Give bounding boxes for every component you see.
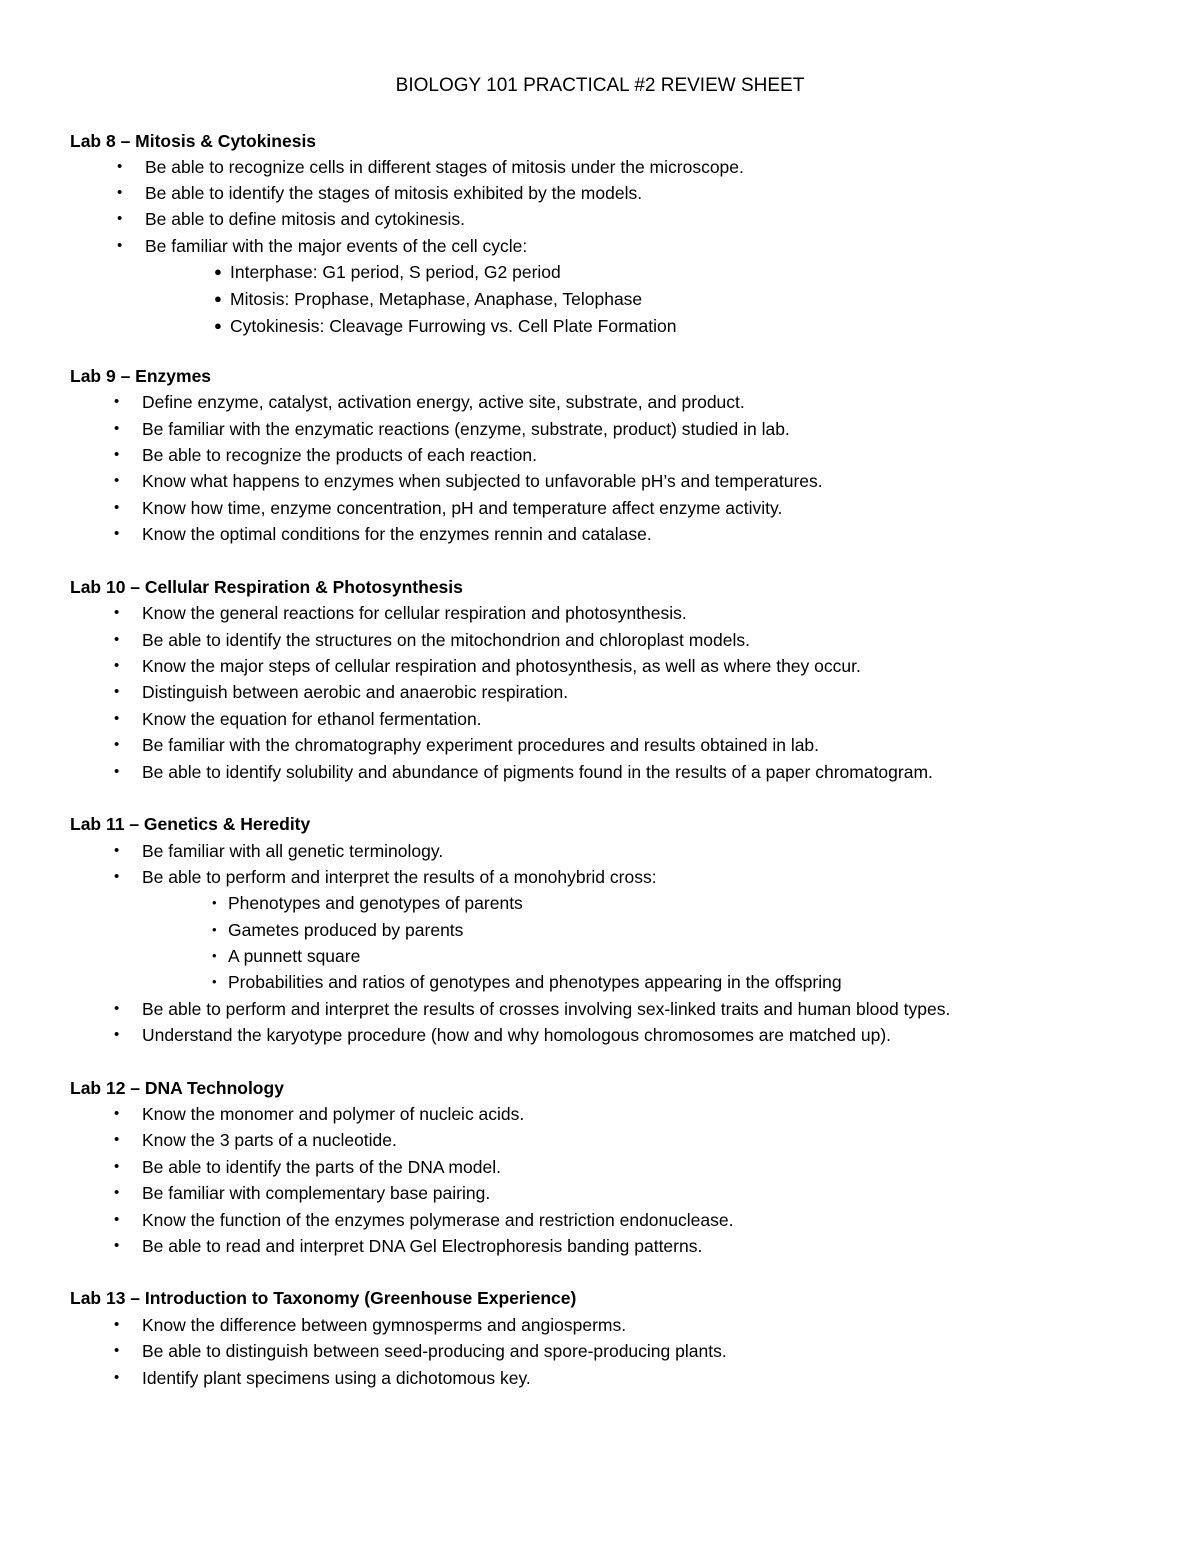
sub-list-item: ● Mitosis: Prophase, Metaphase, Anaphase, Telophase (214, 289, 643, 309)
bullet-icon: • (212, 974, 217, 989)
list-item: • Know the general reactions for cellular respiration and photosynthesis. (114, 603, 687, 623)
bullet-icon: • (114, 525, 120, 542)
list-item: • Understand the karyotype procedure (how and why homologous chromosomes are matched up). (114, 1025, 892, 1045)
list-item: • Know the 3 parts of a nucleotide. (114, 1130, 397, 1150)
list-item: • Be able to identify the structures on the mitochondrion and chloroplast models. (114, 630, 750, 650)
list-item: • Be able to identify solubility and abundance of pigments found in the results of a paper chromatogram. (114, 762, 933, 782)
list-item: • Know the difference between gymnosperms and angiosperms. (114, 1315, 627, 1335)
bullet-icon: • (114, 1131, 120, 1148)
bullet-icon: • (117, 237, 123, 254)
list-item: • Be familiar with complementary base pairing. (114, 1183, 491, 1203)
list-item: • Be able to define mitosis and cytokinesis. (117, 209, 466, 229)
sub-list-item: • Gametes produced by parents (212, 920, 464, 940)
bullet-icon: • (114, 868, 120, 885)
section-heading-lab-11: Lab 11 – Genetics & Heredity (70, 814, 311, 834)
bullet-icon: • (114, 1316, 120, 1333)
list-item: • Be able to recognize cells in different stages of mitosis under the microscope. (117, 157, 744, 177)
bullet-icon: • (114, 1105, 120, 1122)
list-item: • Be familiar with the major events of the cell cycle: (117, 236, 528, 256)
list-item: • Be able to identify the parts of the DNA model. (114, 1157, 501, 1177)
list-item: • Distinguish between aerobic and anaerobic respiration. (114, 682, 569, 702)
bullet-icon: • (114, 1342, 120, 1359)
list-item: • Know the optimal conditions for the enzymes rennin and catalase. (114, 524, 652, 544)
bullet-icon: • (114, 763, 120, 780)
bullet-icon: • (114, 842, 120, 859)
list-item: • Be able to perform and interpret the results of a monohybrid cross: (114, 867, 657, 887)
list-item: • Be able to recognize the products of each reaction. (114, 445, 537, 465)
sub-list-item: • Probabilities and ratios of genotypes and phenotypes appearing in the offspring (212, 972, 842, 992)
list-item: • Be able to identify the stages of mitosis exhibited by the models. (117, 183, 643, 203)
section-heading-lab-12: Lab 12 – DNA Technology (70, 1078, 284, 1098)
sub-list-item: • Phenotypes and genotypes of parents (212, 893, 523, 913)
sub-list-item: ● Interphase: G1 period, S period, G2 period (214, 262, 561, 282)
bullet-icon: • (114, 1184, 120, 1201)
list-item: • Know the monomer and polymer of nucleic acids. (114, 1104, 525, 1124)
list-item: • Be familiar with the enzymatic reactions (enzyme, substrate, product) studied in lab. (114, 419, 790, 439)
bullet-icon: • (212, 922, 217, 937)
bullet-icon: • (117, 210, 123, 227)
bullet-icon: ● (214, 318, 222, 333)
list-item: • Be able to perform and interpret the results of crosses involving sex-linked traits and human blood types. (114, 999, 951, 1019)
bullet-icon: • (114, 657, 120, 674)
list-item: • Know the major steps of cellular respiration and photosynthesis, as well as where they occur. (114, 656, 861, 676)
bullet-icon: • (114, 1237, 120, 1254)
sub-list-item: • A punnett square (212, 946, 361, 966)
bullet-icon: • (114, 736, 120, 753)
bullet-icon: • (117, 158, 123, 175)
list-item: • Know what happens to enzymes when subjected to unfavorable pH’s and temperatures. (114, 471, 823, 491)
bullet-icon: • (114, 631, 120, 648)
section-heading-lab-9: Lab 9 – Enzymes (70, 366, 212, 386)
section-heading-lab-13: Lab 13 – Introduction to Taxonomy (Greenhouse Experience) (70, 1288, 577, 1308)
bullet-icon: • (114, 1211, 120, 1228)
list-item: • Identify plant specimens using a dichotomous key. (114, 1368, 531, 1388)
list-item: • Be able to read and interpret DNA Gel Electrophoresis banding patterns. (114, 1236, 703, 1256)
bullet-icon: • (114, 1026, 120, 1043)
bullet-icon: • (212, 895, 217, 910)
bullet-icon: • (114, 1000, 120, 1017)
list-item: • Know the function of the enzymes polymerase and restriction endonuclease. (114, 1210, 734, 1230)
bullet-icon: • (114, 393, 120, 410)
document-title: BIOLOGY 101 PRACTICAL #2 REVIEW SHEET (395, 75, 805, 96)
bullet-icon: ● (214, 264, 222, 279)
bullet-icon: • (117, 184, 123, 201)
bullet-icon: • (212, 948, 217, 963)
bullet-icon: • (114, 683, 120, 700)
list-item: • Be familiar with all genetic terminology. (114, 841, 444, 861)
bullet-icon: • (114, 472, 120, 489)
section-heading-lab-8: Lab 8 – Mitosis & Cytokinesis (70, 131, 317, 151)
bullet-icon: • (114, 604, 120, 621)
list-item: • Know how time, enzyme concentration, pH and temperature affect enzyme activity. (114, 498, 783, 518)
sub-list-item: ● Cytokinesis: Cleavage Furrowing vs. Cell Plate Formation (214, 316, 677, 336)
bullet-icon: • (114, 420, 120, 437)
list-item: • Be familiar with the chromatography experiment procedures and results obtained in lab. (114, 735, 820, 755)
bullet-icon: • (114, 1158, 120, 1175)
bullet-icon: ● (214, 291, 222, 306)
bullet-icon: • (114, 1369, 120, 1386)
list-item: • Define enzyme, catalyst, activation energy, active site, substrate, and product. (114, 392, 745, 412)
section-heading-lab-10: Lab 10 – Cellular Respiration & Photosynthesis (70, 577, 463, 597)
bullet-icon: • (114, 710, 120, 727)
bullet-icon: • (114, 499, 120, 516)
list-item: • Be able to distinguish between seed-producing and spore-producing plants. (114, 1341, 727, 1361)
list-item: • Know the equation for ethanol fermentation. (114, 709, 482, 729)
bullet-icon: • (114, 446, 120, 463)
